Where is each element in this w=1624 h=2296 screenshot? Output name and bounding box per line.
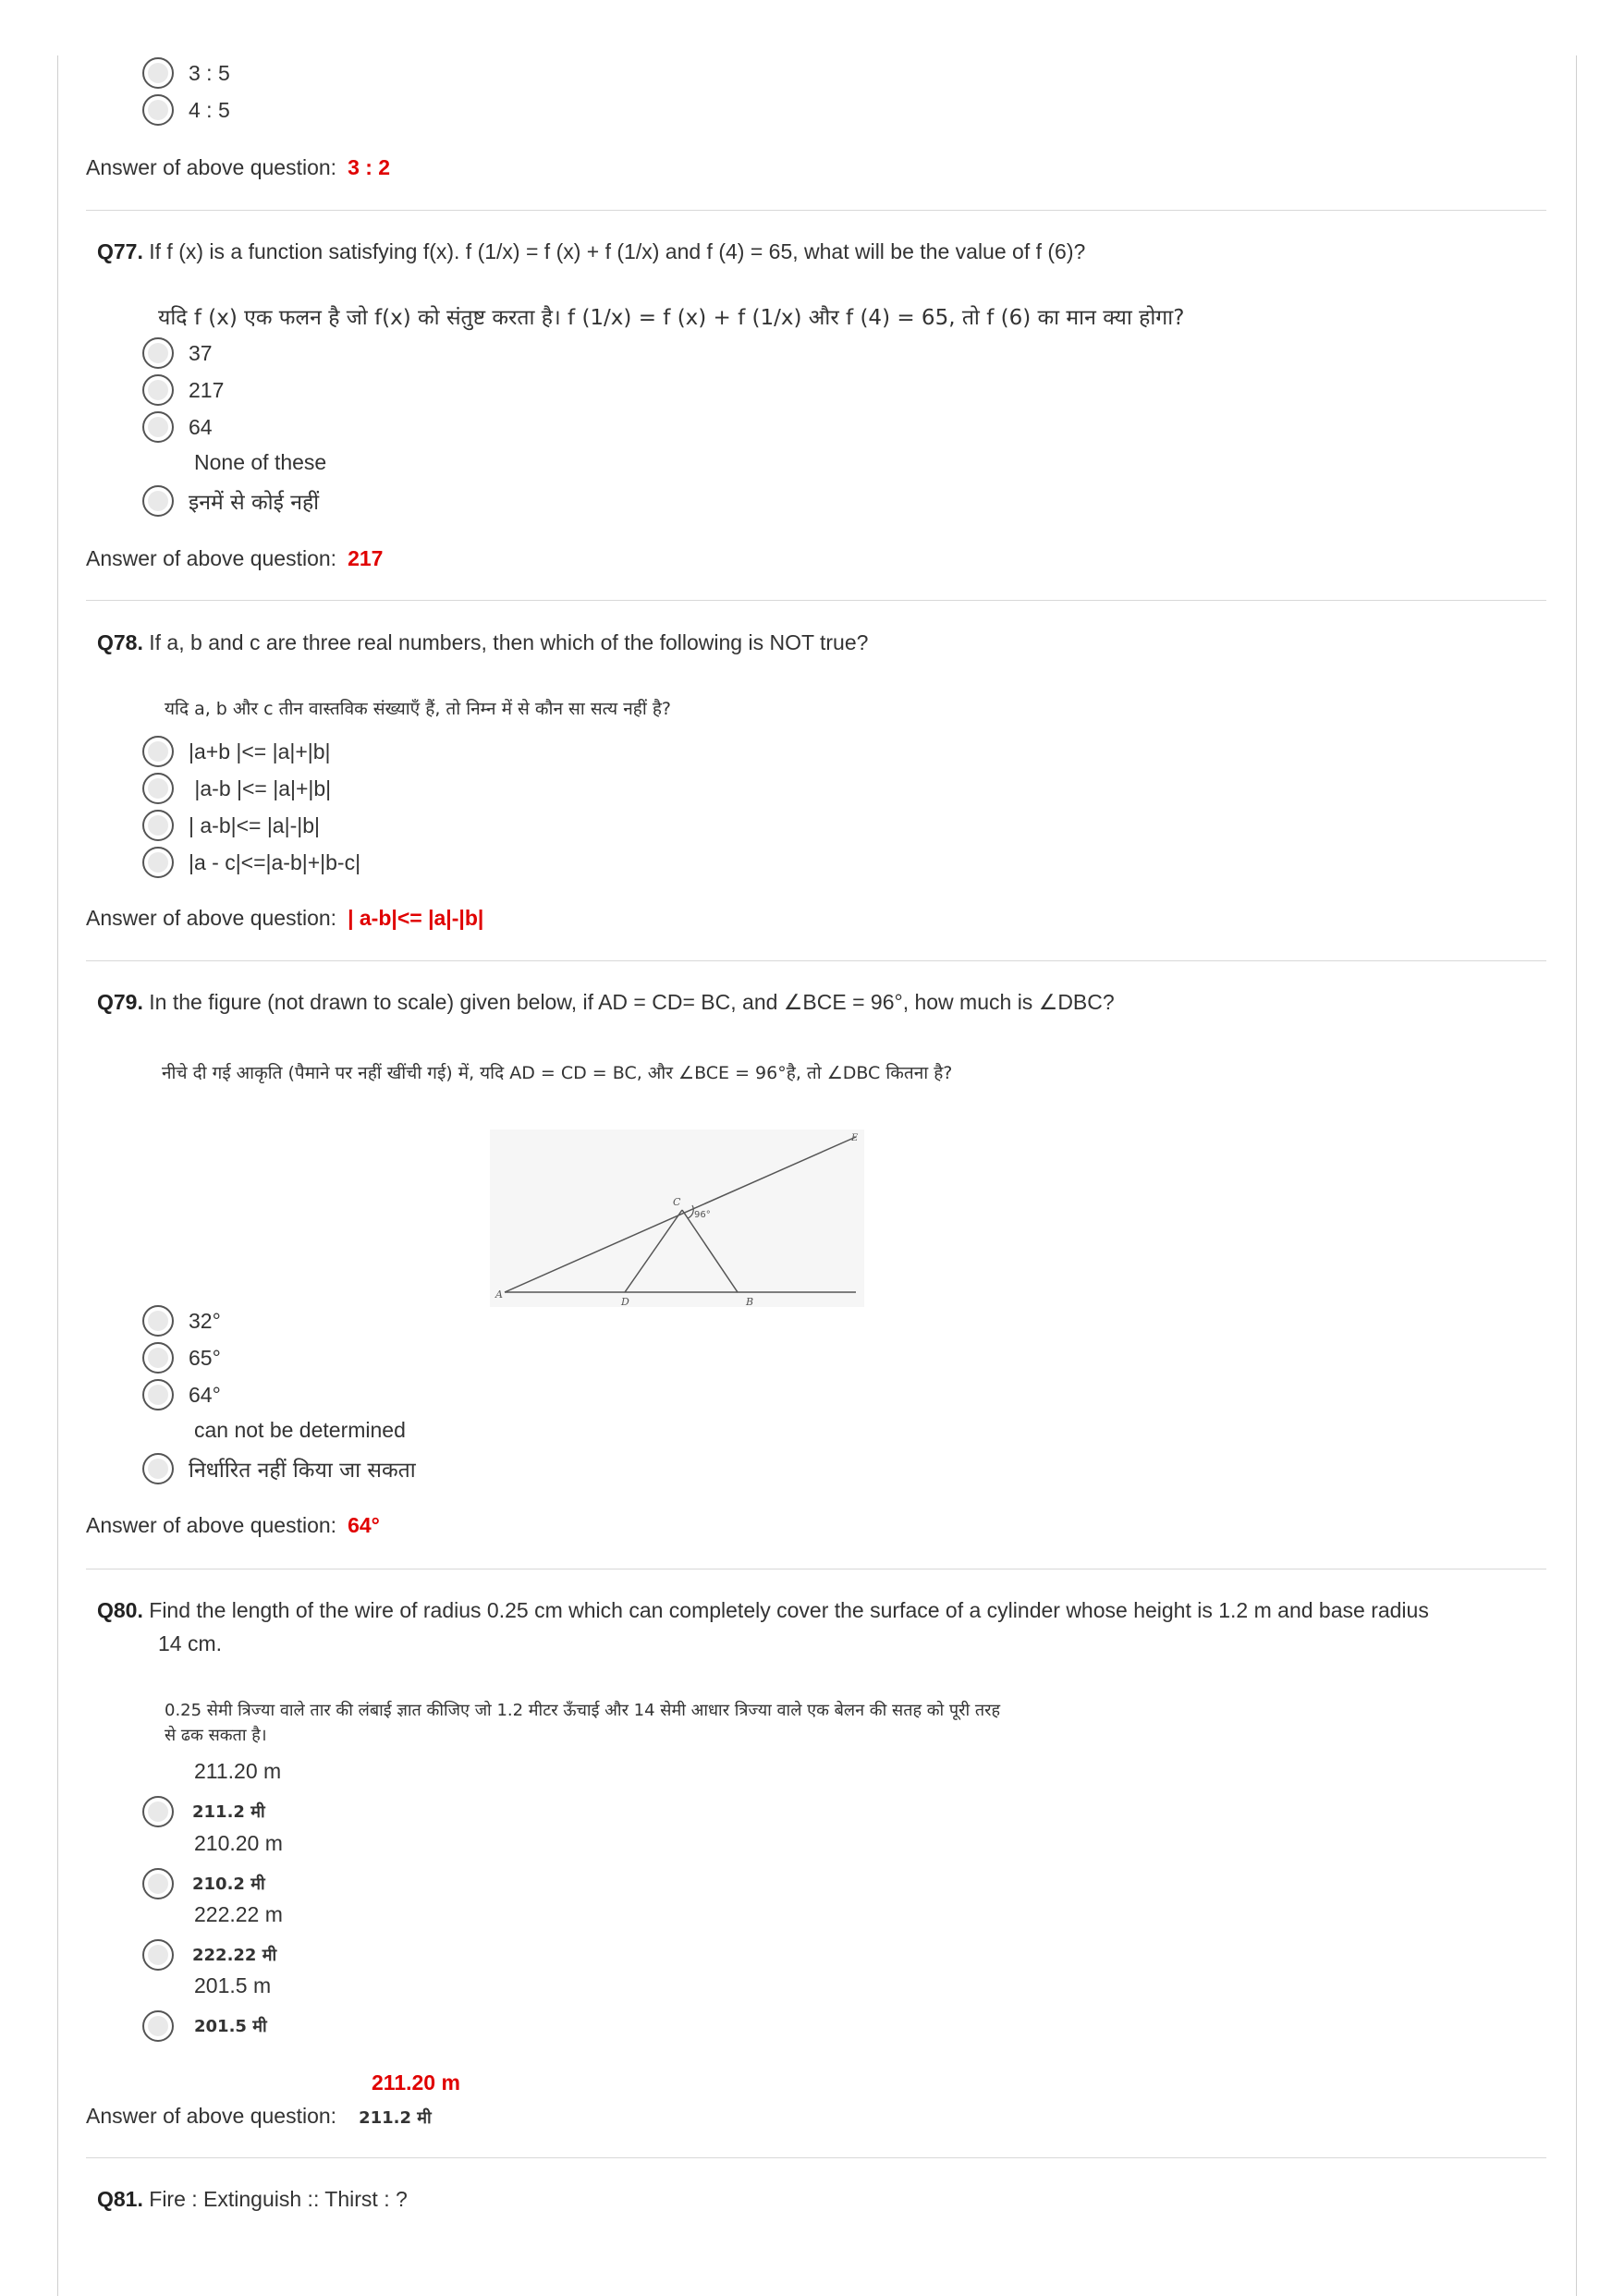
radio-button[interactable]: [142, 1305, 174, 1337]
option-q78-4[interactable]: [142, 844, 360, 881]
option-label: 210.20 m: [194, 1831, 283, 1855]
option-label: None of these: [194, 450, 327, 474]
answer-value: 211.20 m: [372, 2070, 460, 2094]
option-q78-2[interactable]: [142, 770, 331, 807]
question-number: Q78.: [97, 630, 143, 654]
question-number: Q81.: [97, 2187, 143, 2211]
answer-label: Answer of above question:: [86, 155, 337, 179]
option-q80-3[interactable]: [142, 1936, 276, 1973]
option-label: 211.20 m: [194, 1759, 282, 1783]
question-q80: [97, 1594, 1539, 1660]
option-label-hindi: 222.22 मी: [192, 1946, 277, 1965]
option-label: |a - c|<=|a-b|+|b-c|: [189, 849, 361, 874]
answer-value-hindi: 211.2 मी: [359, 2108, 432, 2128]
option-label: can not be determined: [194, 1418, 406, 1442]
option-label: 64°: [189, 1382, 221, 1407]
option-label: 32°: [189, 1308, 221, 1333]
page-border-right: [1576, 55, 1577, 2296]
question-text: Fire : Extinguish :: Thirst : ?: [149, 2187, 408, 2211]
question-hindi-q78: यदि a, b और c तीन वास्तविक संख्याएँ हैं, तो निम्न में से कौन सा सत्य नहीं है?: [165, 699, 672, 719]
label-a: A: [495, 1288, 503, 1301]
question-q81: [97, 2182, 1539, 2216]
answer-value: 3 : 2: [348, 155, 391, 179]
angle-arc: [688, 1205, 693, 1218]
question-text: If f (x) is a function satisfying f(x). f (1/x) = f (x) + f (1/x) and f (4) = 65, what will be the value of f (6)?: [149, 239, 1086, 263]
radio-button[interactable]: [142, 1342, 174, 1374]
radio-button[interactable]: [142, 810, 174, 841]
radio-button[interactable]: [142, 1379, 174, 1411]
option-label: 4 : 5: [189, 97, 230, 122]
answer-q80: [86, 2104, 432, 2129]
option-q77-4[interactable]: [142, 482, 319, 519]
question-number: Q77.: [97, 239, 143, 263]
option-label-hindi: 201.5 मी: [194, 2017, 267, 2036]
answer-q79: [86, 1513, 380, 1538]
question-hindi-q77: यदि f (x) एक फलन है जो f(x) को संतुष्ट करता है। f (1/x) = f (x) + f (1/x) और f (4) = 65, तो f (6) का मान क्या होगा?: [158, 306, 1185, 330]
question-text: If a, b and c are three real numbers, then which of the following is NOT true?: [149, 630, 869, 654]
radio-button[interactable]: [142, 2010, 174, 2042]
label-e: E: [851, 1133, 859, 1143]
option-q80-4[interactable]: [142, 2008, 267, 2045]
radio-button[interactable]: [142, 57, 174, 89]
question-hindi-q80-line2: से ढक सकता है।: [165, 1726, 267, 1745]
angle-label: 96°: [694, 1210, 711, 1220]
radio-button[interactable]: [142, 847, 174, 878]
question-hindi-q80-line1: 0.25 सेमी त्रिज्या वाले तार की लंबाई ज्ञात कीजिए जो 1.2 मीटर ऊँचाई और 14 सेमी आधार त्रिज्या वाले एक बेलन की सतह को पूरी तरह: [165, 1701, 1001, 1720]
option-q78-1[interactable]: [142, 733, 331, 770]
option-q77-1[interactable]: [142, 335, 213, 372]
divider: [86, 210, 1546, 211]
question-q79: [97, 985, 1539, 1019]
option-q78-3[interactable]: [142, 807, 320, 844]
question-hindi-q79: नीचे दी गई आकृति (पैमाने पर नहीं खींची गई) में, यदि AD = CD = BC, और ∠BCE = 96°है, तो ∠DBC कितना है?: [162, 1063, 953, 1083]
answer-q77: [86, 546, 383, 571]
divider: [86, 600, 1546, 601]
radio-button[interactable]: [142, 1453, 174, 1484]
label-c: C: [673, 1196, 681, 1208]
question-text: Find the length of the wire of radius 0.25 cm which can completely cover the surface of a cylinder whose height is 1.2 m and base radius: [149, 1598, 1429, 1622]
answer-value: 217: [348, 546, 384, 570]
question-text: In the figure (not drawn to scale) given below, if AD = CD= BC, and ∠BCE = 96°, how much is ∠DBC?: [149, 990, 1115, 1014]
radio-button[interactable]: [142, 411, 174, 443]
option-label: 217: [189, 377, 225, 402]
option-q76-2[interactable]: [142, 92, 230, 128]
option-label: |a+b |<= |a|+|b|: [189, 739, 331, 763]
option-label: 201.5 m: [194, 1973, 272, 1997]
radio-button[interactable]: [142, 485, 174, 517]
line-ae: [505, 1137, 856, 1292]
option-q80-1[interactable]: [142, 1793, 265, 1830]
divider: [86, 2157, 1546, 2158]
answer-label: Answer of above question:: [86, 906, 337, 930]
option-label-hindi: इनमें से कोई नहीं: [189, 491, 320, 515]
option-label-hindi: निर्धारित नहीं किया जा सकता: [189, 1459, 416, 1483]
option-label: 65°: [189, 1345, 221, 1370]
line-dc: [625, 1210, 682, 1292]
option-q76-1[interactable]: [142, 55, 230, 92]
option-q79-3[interactable]: [142, 1376, 221, 1413]
answer-label: Answer of above question:: [86, 1513, 337, 1537]
question-q78: [97, 626, 1539, 659]
radio-button[interactable]: [142, 337, 174, 369]
option-q80-2[interactable]: [142, 1865, 265, 1902]
line-cb: [682, 1210, 738, 1292]
page-border-left: [57, 55, 58, 2296]
question-q77: [97, 235, 1539, 268]
radio-button[interactable]: [142, 1796, 174, 1827]
option-label: |a-b |<= |a|+|b|: [189, 776, 332, 800]
question-number: Q79.: [97, 990, 143, 1014]
divider: [86, 960, 1546, 961]
label-b: B: [746, 1296, 754, 1307]
radio-button[interactable]: [142, 1939, 174, 1971]
option-q79-4[interactable]: [142, 1450, 416, 1487]
radio-button[interactable]: [142, 94, 174, 126]
geometry-figure: [490, 1130, 864, 1307]
answer-q78: [86, 906, 483, 931]
option-label: 3 : 5: [189, 60, 230, 85]
answer-value: | a-b|<= |a|-|b|: [348, 906, 484, 930]
question-text-line2: 14 cm.: [158, 1631, 223, 1655]
option-label: | a-b|<= |a|-|b|: [189, 812, 320, 837]
radio-button[interactable]: [142, 1868, 174, 1899]
option-label: 37: [189, 340, 213, 365]
radio-button[interactable]: [142, 773, 174, 804]
answer-q76: [86, 155, 390, 180]
answer-label: Answer of above question:: [86, 2104, 337, 2128]
option-q79-1[interactable]: [142, 1302, 221, 1339]
option-q77-3[interactable]: [142, 409, 213, 446]
option-label-hindi: 210.2 मी: [192, 1875, 265, 1894]
answer-label: Answer of above question:: [86, 546, 337, 570]
option-label: 64: [189, 414, 213, 439]
radio-button[interactable]: [142, 374, 174, 406]
radio-button[interactable]: [142, 736, 174, 767]
label-d: D: [621, 1296, 629, 1307]
option-q77-2[interactable]: [142, 372, 224, 409]
option-label: 222.22 m: [194, 1902, 283, 1926]
option-label-hindi: 211.2 मी: [192, 1802, 265, 1822]
option-q79-2[interactable]: [142, 1339, 221, 1376]
question-number: Q80.: [97, 1598, 143, 1622]
answer-value: 64°: [348, 1513, 380, 1537]
